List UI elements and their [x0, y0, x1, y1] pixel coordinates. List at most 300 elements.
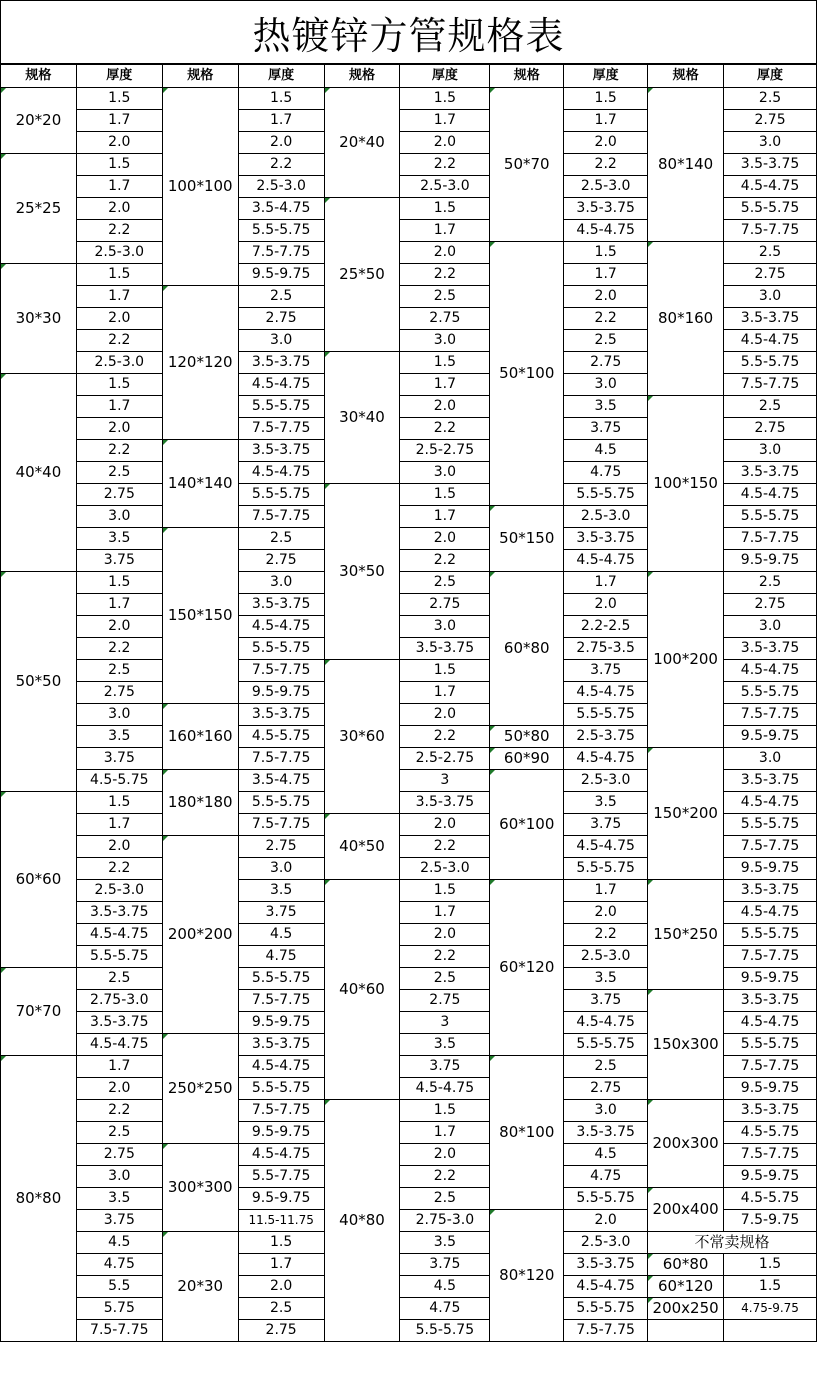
thickness-cell: 2.0: [400, 528, 490, 550]
spec-size-cell: 150x300: [648, 990, 724, 1100]
thickness-cell: 2.0: [400, 924, 490, 946]
thickness-cell: 7.5-7.75: [724, 946, 817, 968]
thickness-cell: 1.7: [76, 286, 162, 308]
thickness-cell: 1.7: [400, 682, 490, 704]
thickness-cell: 3.5-3.75: [564, 198, 648, 220]
thickness-cell: 2.2: [400, 836, 490, 858]
thickness-cell: 2.0: [76, 132, 162, 154]
thickness-cell: 7.5-7.75: [238, 418, 324, 440]
thickness-cell: 5.5-5.75: [238, 396, 324, 418]
thickness-cell: 4.5-4.75: [724, 176, 817, 198]
thickness-cell: 1.7: [76, 594, 162, 616]
thickness-cell: 9.5-9.75: [724, 1166, 817, 1188]
thickness-cell: 7.5-7.75: [238, 748, 324, 770]
thickness-cell: 5.5-5.75: [238, 484, 324, 506]
spec-size-cell: 30*30: [1, 264, 77, 374]
thickness-cell: 2.0: [564, 902, 648, 924]
thickness-cell: 2.75: [238, 836, 324, 858]
thickness-cell: 7.5-7.75: [724, 528, 817, 550]
thickness-cell: 4.5-4.75: [238, 462, 324, 484]
thickness-cell: 3.5-3.75: [238, 352, 324, 374]
thickness-cell: 2.5: [564, 330, 648, 352]
thickness-cell: 3: [400, 1012, 490, 1034]
thickness-cell: 3.5-3.75: [400, 638, 490, 660]
thickness-cell: 1.5: [76, 792, 162, 814]
thickness-cell: 5.5-5.75: [724, 682, 817, 704]
thickness-cell: 9.5-9.75: [238, 682, 324, 704]
thickness-cell: 4.75-9.75: [724, 1298, 817, 1320]
thickness-cell: 9.5-9.75: [238, 1012, 324, 1034]
thickness-cell: 7.5-7.75: [724, 1144, 817, 1166]
thickness-cell: 4.5-4.75: [238, 1056, 324, 1078]
thickness-cell: 4.5-4.75: [238, 616, 324, 638]
thickness-cell: 9.5-9.75: [724, 726, 817, 748]
thickness-cell: 7.5-7.75: [238, 506, 324, 528]
thickness-cell: 5.5-5.75: [724, 924, 817, 946]
table-row: [1, 572, 817, 594]
table-row: [1, 1188, 817, 1210]
thickness-cell: 3.5: [238, 880, 324, 902]
thickness-cell: 5.5-5.75: [564, 1034, 648, 1056]
thickness-cell: 1.7: [400, 1122, 490, 1144]
thickness-cell: 4.5-5.75: [724, 1122, 817, 1144]
table-row: [1, 396, 817, 418]
header-spec: 规格: [162, 65, 238, 88]
thickness-cell: 2.0: [564, 286, 648, 308]
thickness-cell: 2.75: [238, 308, 324, 330]
thickness-cell: 1.5: [400, 88, 490, 110]
thickness-cell: 2.0: [400, 1144, 490, 1166]
table-row: [1, 1232, 817, 1254]
thickness-cell: 3.5-3.75: [238, 440, 324, 462]
thickness-cell: 2.5: [76, 1122, 162, 1144]
thickness-cell: 1.7: [400, 902, 490, 924]
thickness-cell: 4.5-4.75: [400, 1078, 490, 1100]
thickness-cell: 4.5-5.75: [238, 726, 324, 748]
thickness-cell: 3.5: [564, 792, 648, 814]
thickness-cell: 5.5-5.75: [400, 1320, 490, 1342]
thickness-cell: 2.0: [400, 242, 490, 264]
thickness-cell: 2.2: [76, 638, 162, 660]
thickness-cell: 3.5-3.75: [724, 154, 817, 176]
spec-size-cell: 30*40: [324, 352, 400, 484]
thickness-cell: 4.5-4.75: [724, 1012, 817, 1034]
thickness-cell: 5.5-5.75: [238, 1078, 324, 1100]
thickness-cell: 7.5-7.75: [724, 704, 817, 726]
spec-size-cell: 60*120: [490, 880, 564, 1056]
thickness-cell: 4.5-4.75: [76, 924, 162, 946]
thickness-cell: 1.5: [238, 88, 324, 110]
thickness-cell: 2.0: [564, 1210, 648, 1232]
thickness-cell: 3.5-3.75: [564, 1254, 648, 1276]
thickness-cell: 5.5-7.75: [238, 1166, 324, 1188]
spec-size-cell: 50*70: [490, 88, 564, 242]
thickness-cell: 3.0: [238, 572, 324, 594]
thickness-cell: 2.0: [76, 1078, 162, 1100]
thickness-cell: 4.5: [76, 1232, 162, 1254]
thickness-cell: 4.75: [564, 462, 648, 484]
table-row: [1, 242, 817, 264]
thickness-cell: 2.75-3.0: [76, 990, 162, 1012]
thickness-cell: 1.7: [564, 110, 648, 132]
spec-size-cell: 200x250: [648, 1298, 724, 1320]
thickness-cell: 9.5-9.75: [724, 1078, 817, 1100]
spec-size-cell: 80*140: [648, 88, 724, 242]
thickness-cell: 9.5-9.75: [238, 1122, 324, 1144]
header-row: [1, 65, 817, 88]
thickness-cell: 2.0: [238, 1276, 324, 1298]
thickness-cell: 5.5-5.75: [238, 792, 324, 814]
thickness-cell: 4.5-4.75: [724, 330, 817, 352]
thickness-cell: 3.5: [564, 396, 648, 418]
thickness-cell: 5.5-5.75: [564, 704, 648, 726]
thickness-cell: 2.5-3.0: [564, 1232, 648, 1254]
thickness-cell: 2.5: [724, 396, 817, 418]
spec-size-cell: 200x400: [648, 1188, 724, 1232]
thickness-cell: 3.0: [76, 704, 162, 726]
thickness-cell: 4.75: [564, 1166, 648, 1188]
header-spec: 规格: [490, 65, 564, 88]
thickness-cell: 1.5: [76, 264, 162, 286]
header-spec: 规格: [1, 65, 77, 88]
thickness-cell: 7.5-7.75: [238, 1100, 324, 1122]
thickness-cell: 2.75: [238, 1320, 324, 1342]
thickness-cell: 2.5: [238, 286, 324, 308]
thickness-cell: 5.5-5.75: [564, 858, 648, 880]
thickness-cell: 5.5-5.75: [238, 220, 324, 242]
thickness-cell: 5.5-5.75: [724, 814, 817, 836]
table-row: [1, 880, 817, 902]
header-spec: 规格: [648, 65, 724, 88]
thickness-cell: 4.5-4.75: [238, 1144, 324, 1166]
thickness-cell: 2.75: [400, 594, 490, 616]
thickness-cell: 2.5: [400, 968, 490, 990]
thickness-cell: 1.5: [76, 572, 162, 594]
thickness-cell: 5.5-5.75: [564, 1188, 648, 1210]
thickness-cell: 7.5-7.75: [564, 1320, 648, 1342]
spec-size-cell: 120*120: [162, 286, 238, 440]
thickness-cell: 5.5-5.75: [724, 352, 817, 374]
thickness-cell: 1.5: [400, 660, 490, 682]
thickness-cell: 2.5: [76, 968, 162, 990]
header-thickness: 厚度: [238, 65, 324, 88]
thickness-cell: 2.75: [724, 594, 817, 616]
thickness-cell: 4.75: [400, 1298, 490, 1320]
thickness-cell: 5.5-5.75: [76, 946, 162, 968]
thickness-cell: 3.5: [76, 528, 162, 550]
thickness-cell: 3.75: [564, 990, 648, 1012]
thickness-cell: 1.7: [400, 506, 490, 528]
thickness-cell: 3.75: [76, 1210, 162, 1232]
spec-size-cell: 200x300: [648, 1100, 724, 1188]
thickness-cell: 2.75: [238, 550, 324, 572]
thickness-cell: 3.75: [564, 814, 648, 836]
thickness-cell: 1.5: [400, 1100, 490, 1122]
spec-size-cell: 140*140: [162, 440, 238, 528]
thickness-cell: 2.0: [76, 308, 162, 330]
thickness-cell: 3.5-3.75: [724, 462, 817, 484]
thickness-cell: 3.5: [400, 1232, 490, 1254]
thickness-cell: 2.75-3.5: [564, 638, 648, 660]
thickness-cell: 3.5-3.75: [564, 1122, 648, 1144]
thickness-cell: 2.5: [724, 572, 817, 594]
thickness-cell: 4.5-4.75: [724, 484, 817, 506]
thickness-cell: 2.2: [564, 154, 648, 176]
thickness-cell: 3.0: [400, 616, 490, 638]
thickness-cell: 7.5-7.75: [724, 1056, 817, 1078]
thickness-cell: 3.5-3.75: [724, 880, 817, 902]
thickness-cell: 2.2: [400, 550, 490, 572]
thickness-cell: 3.5-3.75: [724, 308, 817, 330]
thickness-cell: 2.0: [400, 814, 490, 836]
spec-size-cell: 100*150: [648, 396, 724, 572]
thickness-cell: 7.5-7.75: [238, 814, 324, 836]
thickness-cell: 3.0: [724, 132, 817, 154]
thickness-cell: 9.5-9.75: [238, 264, 324, 286]
spec-size-cell: 50*150: [490, 506, 564, 572]
spec-size-cell: 50*100: [490, 242, 564, 506]
thickness-cell: 3.5-3.75: [400, 792, 490, 814]
thickness-cell: 3.5-3.75: [76, 1012, 162, 1034]
thickness-cell: 2.5: [724, 88, 817, 110]
thickness-cell: 9.5-9.75: [724, 968, 817, 990]
thickness-cell: 4.5-4.75: [238, 374, 324, 396]
thickness-cell: 2.2: [400, 1166, 490, 1188]
thickness-cell: 2.75: [724, 110, 817, 132]
thickness-cell: 3.5-3.75: [724, 770, 817, 792]
thickness-cell: 3.75: [76, 550, 162, 572]
thickness-cell: 2.2: [76, 220, 162, 242]
spec-size-cell: 30*60: [324, 660, 400, 814]
spec-size-cell: 200*200: [162, 836, 238, 1034]
thickness-cell: 2.5-3.0: [76, 880, 162, 902]
thickness-cell: 2.75: [76, 484, 162, 506]
spec-size-cell: 20*20: [1, 88, 77, 154]
thickness-cell: 2.75-3.0: [400, 1210, 490, 1232]
spec-size-cell: 20*40: [324, 88, 400, 198]
spec-size-cell: 50*80: [490, 726, 564, 748]
thickness-cell: 1.5: [76, 88, 162, 110]
thickness-cell: 3.5-3.75: [238, 1034, 324, 1056]
thickness-cell: 1.7: [76, 396, 162, 418]
spec-size-cell: 100*200: [648, 572, 724, 748]
thickness-cell: 7.5-7.75: [724, 836, 817, 858]
thickness-cell: 5.5-5.75: [564, 484, 648, 506]
spec-size-cell: 60*80: [648, 1254, 724, 1276]
thickness-cell: 2.2-2.5: [564, 616, 648, 638]
thickness-cell: 5.5-5.75: [564, 1298, 648, 1320]
thickness-cell: 4.5-4.75: [564, 748, 648, 770]
thickness-cell: 4.5-4.75: [724, 902, 817, 924]
thickness-cell: 1.7: [76, 176, 162, 198]
thickness-cell: 3: [400, 770, 490, 792]
thickness-cell: 7.5-9.75: [724, 1210, 817, 1232]
thickness-cell: 4.5-4.75: [564, 836, 648, 858]
header-thickness: 厚度: [400, 65, 490, 88]
thickness-cell: 2.5-3.0: [564, 770, 648, 792]
spec-size-cell: 80*160: [648, 242, 724, 396]
thickness-cell: 3.0: [400, 330, 490, 352]
thickness-cell: 3.5-4.75: [238, 198, 324, 220]
thickness-cell: 5.75: [76, 1298, 162, 1320]
table-row: [1, 1100, 817, 1122]
thickness-cell: 2.2: [400, 154, 490, 176]
thickness-cell: [724, 1320, 817, 1342]
spec-size-cell: 25*50: [324, 198, 400, 352]
thickness-cell: 2.2: [76, 330, 162, 352]
thickness-cell: 11.5-11.75: [238, 1210, 324, 1232]
thickness-cell: 2.0: [564, 594, 648, 616]
thickness-cell: 2.5: [400, 1188, 490, 1210]
thickness-cell: 2.5-2.75: [400, 440, 490, 462]
thickness-cell: 2.0: [400, 132, 490, 154]
thickness-cell: 2.5: [564, 1056, 648, 1078]
thickness-cell: 1.7: [238, 110, 324, 132]
thickness-cell: 7.5-7.75: [724, 220, 817, 242]
thickness-cell: 2.2: [238, 154, 324, 176]
thickness-cell: 2.2: [76, 858, 162, 880]
section-label: 不常卖规格: [648, 1232, 817, 1254]
thickness-cell: 3.0: [238, 330, 324, 352]
thickness-cell: 2.75: [724, 418, 817, 440]
thickness-cell: 2.2: [400, 726, 490, 748]
thickness-cell: 2.5-3.0: [400, 858, 490, 880]
spec-size-cell: 80*100: [490, 1056, 564, 1210]
thickness-cell: 3.0: [76, 506, 162, 528]
thickness-cell: 2.5: [400, 286, 490, 308]
thickness-cell: 2.2: [76, 440, 162, 462]
thickness-cell: 3.75: [400, 1254, 490, 1276]
thickness-cell: 1.5: [400, 484, 490, 506]
thickness-cell: 7.5-7.75: [76, 1320, 162, 1342]
thickness-cell: 2.5-3.75: [564, 726, 648, 748]
thickness-cell: 3.5-3.75: [238, 594, 324, 616]
thickness-cell: 1.5: [564, 88, 648, 110]
spec-size-cell: 20*30: [162, 1232, 238, 1342]
thickness-cell: 2.0: [76, 418, 162, 440]
thickness-cell: 5.5-5.75: [724, 506, 817, 528]
thickness-cell: 3.0: [76, 1166, 162, 1188]
thickness-cell: 3.5-3.75: [564, 528, 648, 550]
thickness-cell: 5.5: [76, 1276, 162, 1298]
thickness-cell: 3.75: [564, 418, 648, 440]
thickness-cell: 3.75: [564, 660, 648, 682]
thickness-cell: 3.5: [564, 968, 648, 990]
thickness-cell: 1.5: [724, 1276, 817, 1298]
thickness-cell: 1.7: [238, 1254, 324, 1276]
thickness-cell: 2.5-3.0: [76, 242, 162, 264]
thickness-cell: 3.75: [238, 902, 324, 924]
thickness-cell: 1.7: [400, 110, 490, 132]
thickness-cell: 2.5: [76, 660, 162, 682]
thickness-cell: 4.5-4.75: [564, 550, 648, 572]
thickness-cell: 2.5-2.75: [400, 748, 490, 770]
thickness-cell: 4.5-5.75: [76, 770, 162, 792]
spec-size-cell: 150*250: [648, 880, 724, 990]
thickness-cell: 2.75: [400, 308, 490, 330]
thickness-cell: 1.7: [564, 880, 648, 902]
spec-table: [0, 64, 817, 1342]
spec-size-cell: 60*120: [648, 1276, 724, 1298]
spec-size-cell: 150*200: [648, 748, 724, 880]
thickness-cell: 4.5-4.75: [564, 220, 648, 242]
thickness-cell: 7.5-7.75: [238, 660, 324, 682]
thickness-cell: 2.2: [564, 924, 648, 946]
thickness-cell: 7.5-7.75: [238, 990, 324, 1012]
thickness-cell: 2.5-3.0: [564, 176, 648, 198]
thickness-cell: 5.5-5.75: [724, 1034, 817, 1056]
thickness-cell: 3.5: [400, 1034, 490, 1056]
thickness-cell: 3.5: [76, 1188, 162, 1210]
thickness-cell: 7.5-7.75: [724, 374, 817, 396]
thickness-cell: 3.75: [76, 748, 162, 770]
thickness-cell: 2.0: [564, 132, 648, 154]
thickness-cell: 1.5: [564, 242, 648, 264]
spec-size-cell: 160*160: [162, 704, 238, 770]
header-spec: 规格: [324, 65, 400, 88]
thickness-cell: 4.5-4.75: [564, 1012, 648, 1034]
thickness-cell: 7.5-7.75: [238, 242, 324, 264]
header-thickness: 厚度: [724, 65, 817, 88]
thickness-cell: 2.75: [76, 682, 162, 704]
thickness-cell: 2.0: [400, 396, 490, 418]
thickness-cell: 2.0: [400, 704, 490, 726]
table-row: [1, 1298, 817, 1320]
thickness-cell: 1.5: [400, 880, 490, 902]
header-thickness: 厚度: [76, 65, 162, 88]
table-row: [1, 990, 817, 1012]
table-row: [1, 1254, 817, 1276]
thickness-cell: 5.5-5.75: [724, 198, 817, 220]
thickness-cell: 4.5: [564, 440, 648, 462]
thickness-cell: 1.7: [400, 220, 490, 242]
thickness-cell: 2.2: [400, 264, 490, 286]
thickness-cell: 4.75: [238, 946, 324, 968]
spec-size-cell: 70*70: [1, 968, 77, 1056]
spec-size-cell: 25*25: [1, 154, 77, 264]
thickness-cell: 4.5-4.75: [564, 1276, 648, 1298]
thickness-cell: 4.5-4.75: [724, 792, 817, 814]
thickness-cell: 2.2: [400, 946, 490, 968]
thickness-cell: 2.2: [564, 308, 648, 330]
thickness-cell: 3.0: [724, 286, 817, 308]
spec-size-cell: 30*50: [324, 484, 400, 660]
spec-size-cell: 100*100: [162, 88, 238, 286]
spec-size-cell: 60*80: [490, 572, 564, 726]
thickness-cell: 1.5: [238, 1232, 324, 1254]
thickness-cell: 2.0: [238, 132, 324, 154]
thickness-cell: 1.5: [724, 1254, 817, 1276]
spec-size-cell: 40*80: [324, 1100, 400, 1342]
thickness-cell: 2.5-3.0: [564, 506, 648, 528]
thickness-cell: 2.5-3.0: [564, 946, 648, 968]
thickness-cell: 1.5: [76, 374, 162, 396]
table-row: [1, 748, 817, 770]
thickness-cell: 2.5: [724, 242, 817, 264]
thickness-cell: 1.5: [76, 154, 162, 176]
thickness-cell: 2.2: [76, 1100, 162, 1122]
thickness-cell: 2.2: [400, 418, 490, 440]
thickness-cell: 5.5-5.75: [238, 638, 324, 660]
thickness-cell: 3.75: [400, 1056, 490, 1078]
thickness-cell: 2.75: [564, 352, 648, 374]
thickness-cell: 3.5-3.75: [724, 638, 817, 660]
thickness-cell: 1.7: [76, 1056, 162, 1078]
thickness-cell: 3.0: [238, 858, 324, 880]
thickness-cell: 3.0: [724, 440, 817, 462]
thickness-cell: 1.5: [400, 198, 490, 220]
thickness-cell: 5.5-5.75: [238, 968, 324, 990]
